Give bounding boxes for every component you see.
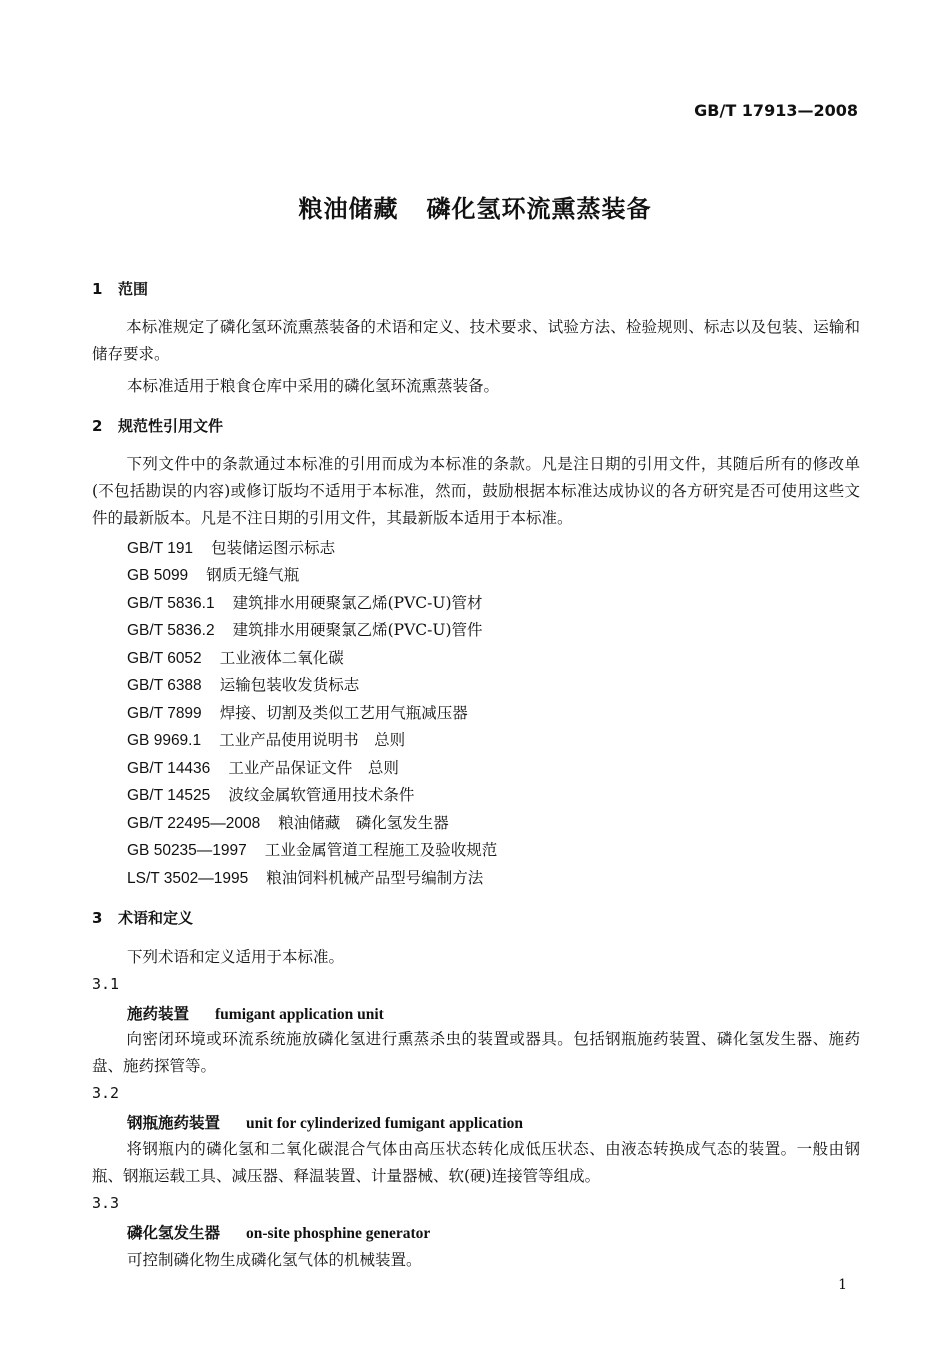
reference-item — [127, 783, 414, 805]
references-intro-text: 下列文件中的条款通过本标准的引用而成为本标准的条款。凡是注日期的引用文件，其随后所有的修改单(不包括勘误的内容)或修订版均不适用于本标准，然而，鼓励根据本标准达成协议的各方研究是否可使用这些文件的最新版本。凡是不注日期的引用文件，其最新版本适用于本标准。 — [92, 455, 860, 527]
term-heading — [127, 1002, 384, 1024]
reference-item — [127, 756, 399, 778]
section-number: 1 — [92, 280, 103, 298]
term-zh: 钢瓶施药装置 — [127, 1113, 221, 1132]
section-heading-normative-references — [92, 415, 223, 436]
term-heading — [127, 1221, 430, 1243]
terms-intro: 下列术语和定义适用于本标准。 — [127, 948, 345, 966]
reference-code: LS/T 3502—1995 — [127, 870, 249, 887]
term-definition — [92, 1136, 860, 1190]
reference-title: 钢质无缝气瓶 — [206, 566, 300, 584]
reference-item — [127, 701, 468, 723]
reference-item — [127, 673, 359, 695]
reference-title: 粮油饲料机械产品型号编制方法 — [266, 869, 484, 887]
page-number: 1 — [838, 1277, 847, 1293]
reference-code: GB/T 5836.2 — [127, 622, 215, 639]
reference-title: 粮油储藏 磷化氢发生器 — [278, 814, 449, 832]
section-title: 术语和定义 — [118, 909, 194, 927]
reference-code: GB 9969.1 — [127, 732, 202, 749]
reference-item — [127, 811, 449, 833]
term-zh: 施药装置 — [127, 1004, 190, 1023]
reference-title: 焊接、切割及类似工艺用气瓶减压器 — [219, 704, 468, 722]
section-heading-terms — [92, 907, 193, 928]
standard-number: GB/T 17913—2008 — [694, 101, 858, 120]
reference-item — [127, 838, 497, 860]
reference-item — [127, 866, 483, 888]
reference-code: GB/T 6052 — [127, 650, 202, 667]
term-en: on-site phosphine generator — [246, 1225, 431, 1242]
title-part1: 粮油储藏 — [298, 195, 399, 223]
reference-item — [127, 646, 344, 668]
section-number: 2 — [92, 417, 103, 435]
section-number: 3 — [92, 909, 103, 927]
reference-item — [127, 728, 405, 750]
term-en: fumigant application unit — [215, 1006, 384, 1023]
reference-item — [127, 536, 335, 558]
references-intro — [92, 451, 860, 532]
term-definition-text: 将钢瓶内的磷化氢和二氧化碳混合气体由高压状态转化成低压状态、由液态转换成气态的装置。一般由钢瓶、钢瓶运载工具、减压器、释温装置、计量器械、软(硬)连接管等组成。 — [92, 1140, 860, 1185]
reference-code: GB/T 14436 — [127, 760, 211, 777]
reference-title: 建筑排水用硬聚氯乙烯(PVC-U)管材 — [232, 594, 483, 612]
reference-code: GB/T 22495—2008 — [127, 815, 261, 832]
reference-item — [127, 618, 483, 640]
scope-paragraph-1 — [92, 314, 860, 368]
reference-item — [127, 591, 483, 613]
reference-title: 运输包装收发货标志 — [219, 676, 360, 694]
reference-code: GB/T 7899 — [127, 705, 202, 722]
reference-code: GB/T 6388 — [127, 677, 202, 694]
reference-title: 工业产品保证文件 总则 — [228, 759, 399, 777]
term-zh: 磷化氢发生器 — [127, 1223, 221, 1242]
reference-title: 建筑排水用硬聚氯乙烯(PVC-U)管件 — [232, 621, 483, 639]
term-en: unit for cylinderized fumigant application — [246, 1115, 524, 1132]
reference-item — [127, 563, 299, 585]
scope-paragraph-2: 本标准适用于粮食仓库中采用的磷化氢环流熏蒸装备。 — [127, 377, 500, 395]
section-title: 规范性引用文件 — [118, 417, 224, 435]
term-definition: 可控制磷化物生成磷化氢气体的机械装置。 — [127, 1251, 422, 1269]
reference-code: GB/T 191 — [127, 540, 194, 557]
clause-number: 3.2 — [92, 1084, 120, 1102]
term-definition — [92, 1026, 860, 1080]
reference-title: 工业液体二氧化碳 — [219, 649, 344, 667]
reference-title: 工业金属管道工程施工及验收规范 — [264, 841, 498, 859]
title-part2: 磷化氢环流熏蒸装备 — [426, 195, 652, 223]
reference-code: GB/T 14525 — [127, 787, 211, 804]
clause-number: 3.3 — [92, 1194, 120, 1212]
document-title — [0, 189, 950, 224]
reference-code: GB 50235—1997 — [127, 842, 247, 859]
reference-code: GB 5099 — [127, 567, 189, 584]
reference-title: 波纹金属软管通用技术条件 — [228, 786, 415, 804]
section-heading-scope — [92, 278, 148, 299]
reference-title: 工业产品使用说明书 总则 — [219, 731, 406, 749]
scope-text-1: 本标准规定了磷化氢环流熏蒸装备的术语和定义、技术要求、试验方法、检验规则、标志以及包装、运输和储存要求。 — [92, 318, 860, 363]
section-title: 范围 — [118, 280, 149, 298]
clause-number: 3.1 — [92, 975, 120, 993]
reference-code: GB/T 5836.1 — [127, 595, 215, 612]
term-definition-text: 向密闭环境或环流系统施放磷化氢进行熏蒸杀虫的装置或器具。包括钢瓶施药装置、磷化氢发生器、施药盘、施药探管等。 — [92, 1030, 860, 1075]
reference-title: 包装储运图示标志 — [211, 539, 336, 557]
term-heading — [127, 1111, 523, 1133]
